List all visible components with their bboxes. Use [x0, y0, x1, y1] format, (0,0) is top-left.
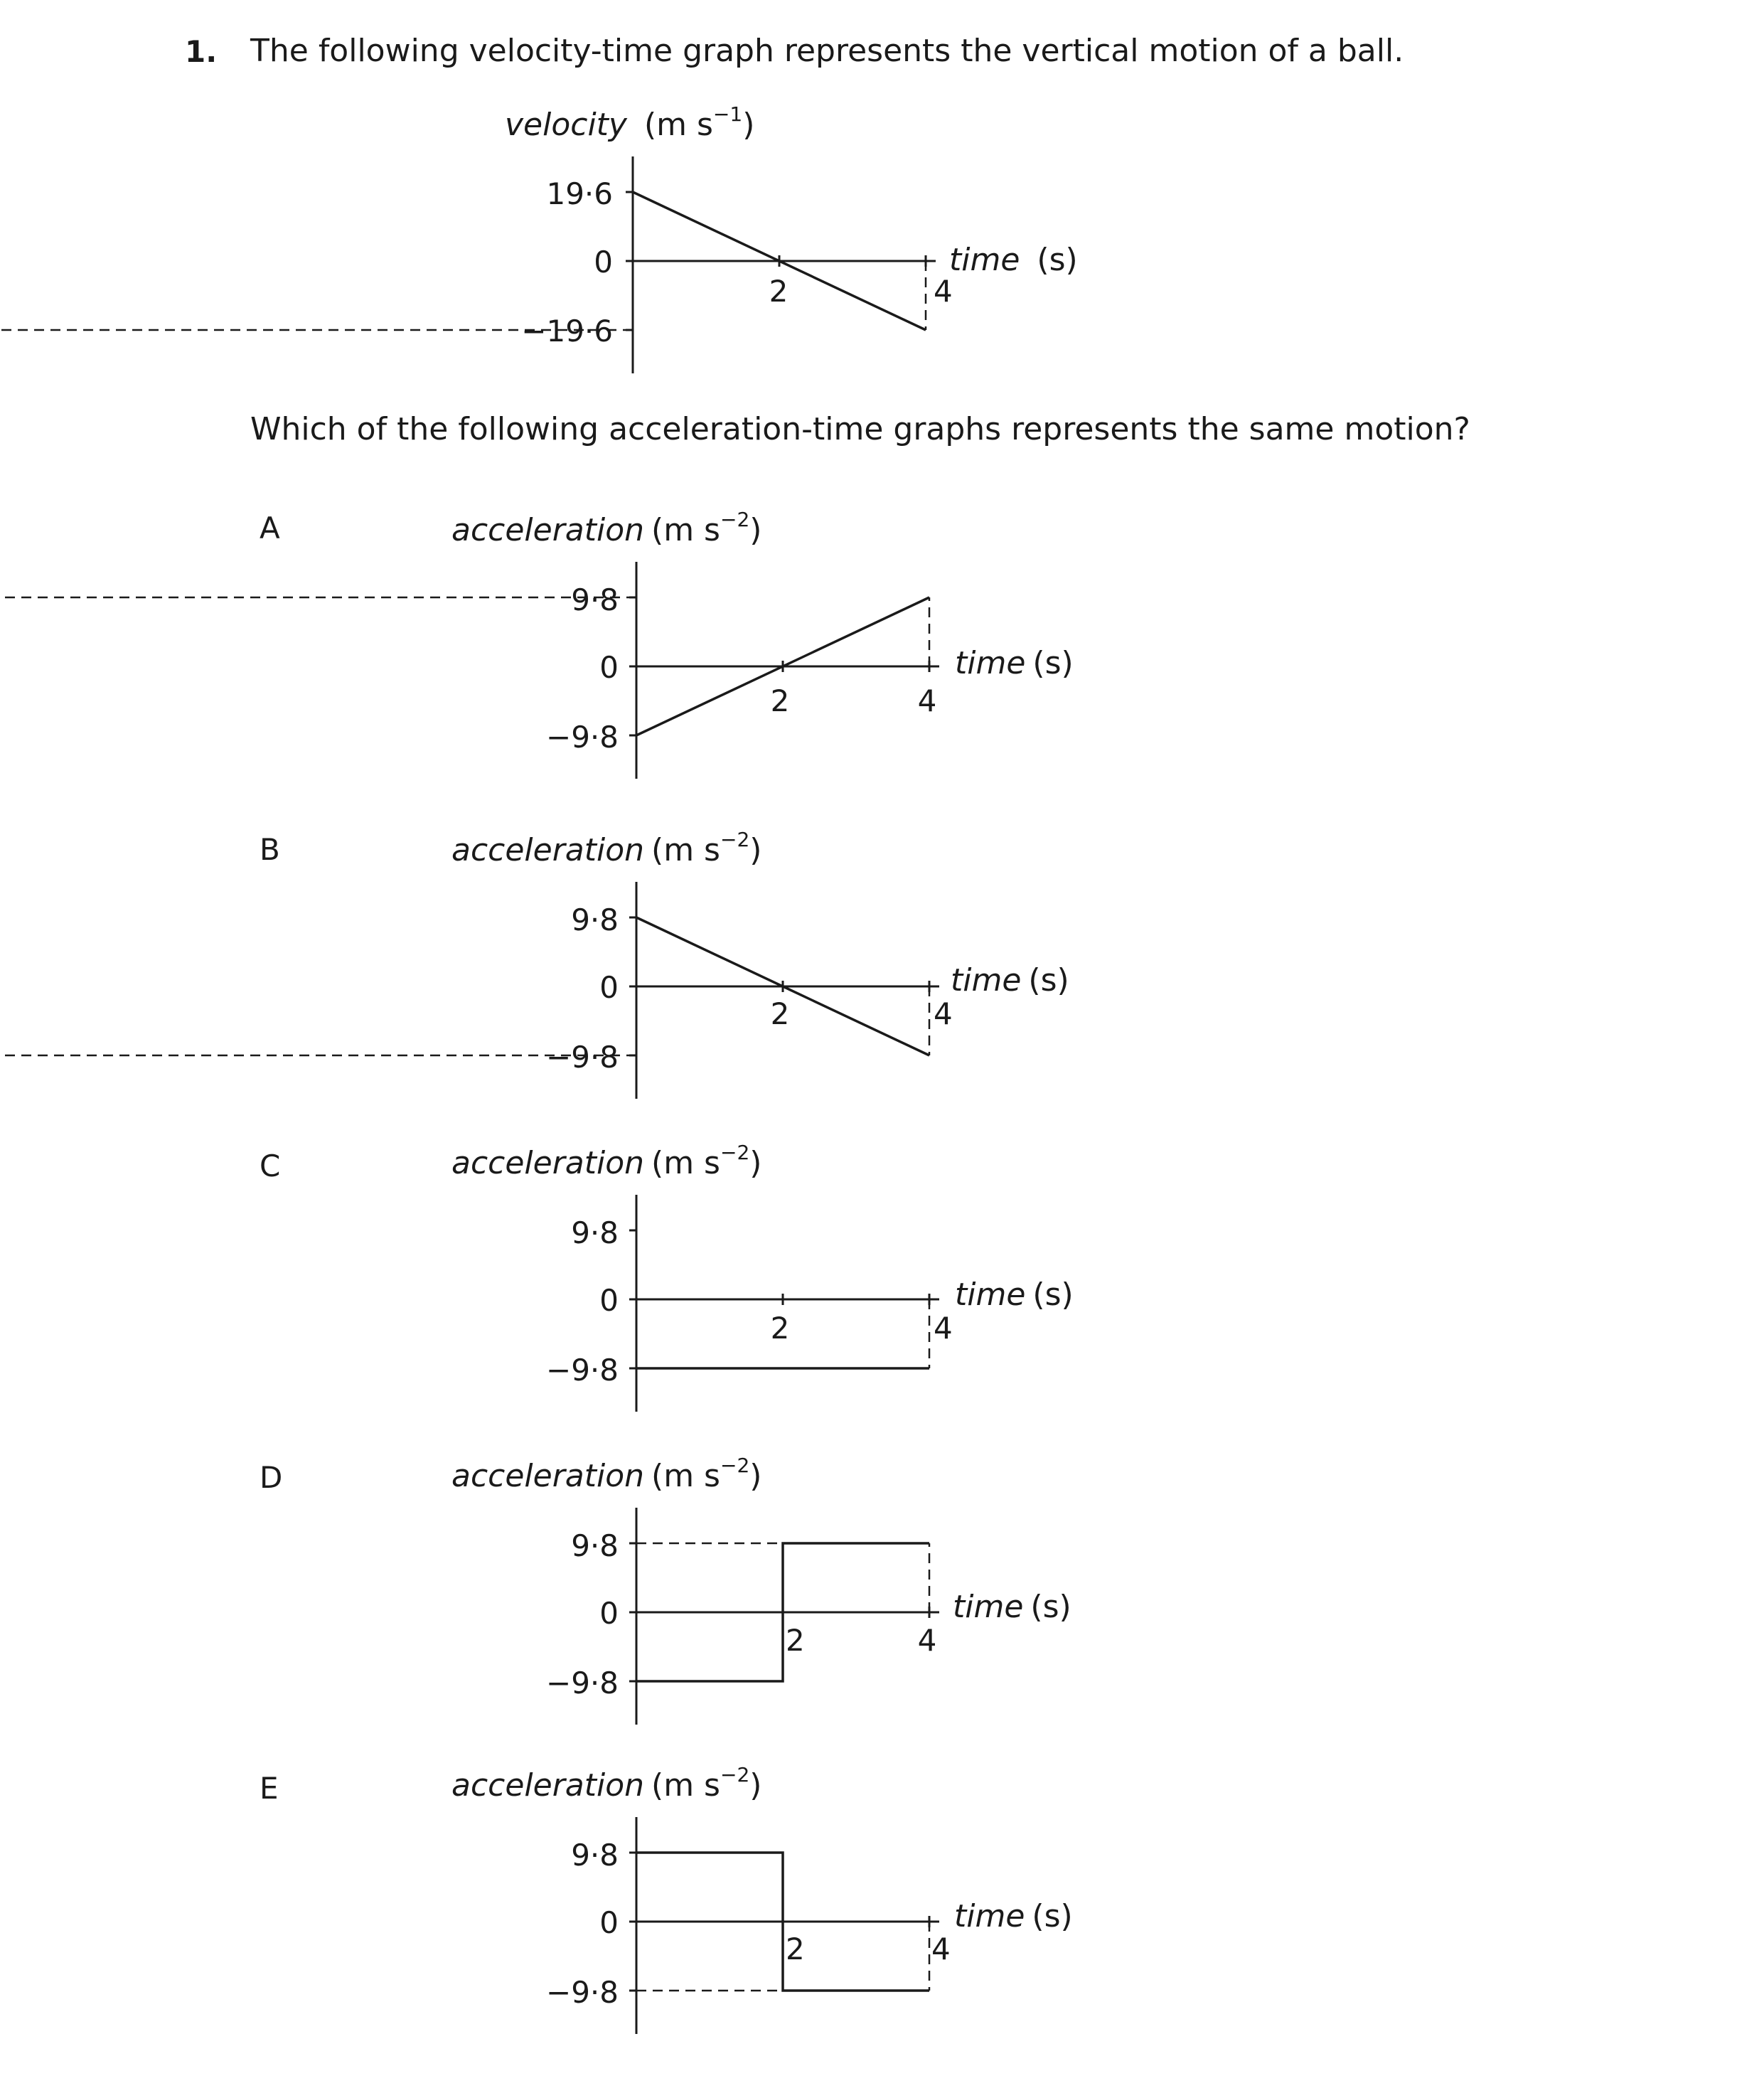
x-tick-label-2: 2: [786, 1623, 805, 1658]
y-axis-label: velocity (m $s^{-1}$): [505, 102, 755, 143]
y-tick-label-zero: 0: [599, 1283, 619, 1318]
x-tick-label-2: 2: [770, 996, 790, 1031]
y-tick-label-bottom: −9·8: [546, 1040, 619, 1075]
x-axis-label: time (s): [955, 1277, 1074, 1313]
x-tick-label-4: 4: [934, 274, 953, 309]
option-c-graph[interactable]: [0, 1131, 1209, 1429]
y-tick-label-zero: 0: [599, 650, 619, 685]
x-axis-label: time (s): [955, 645, 1074, 681]
x-axis-label: time (s): [953, 1589, 1071, 1625]
y-axis-label: acceleration (m $s^{-2}$): [451, 828, 762, 868]
option-label-d: D: [260, 1460, 283, 1495]
option-a-graph[interactable]: [0, 498, 1209, 782]
y-tick-label-zero: 0: [594, 245, 613, 279]
x-tick-label-4: 4: [917, 1623, 937, 1658]
option-d-graph[interactable]: [0, 1444, 1209, 1742]
option-label-b: B: [260, 832, 280, 867]
y-tick-label-zero: 0: [599, 970, 619, 1005]
x-axis-label: time (s): [951, 962, 1069, 998]
question-number: 1.: [185, 34, 218, 69]
y-tick-label-top: 9·8: [571, 902, 619, 937]
option-e-graph[interactable]: [0, 1753, 1209, 2052]
x-tick-label-4: 4: [931, 1932, 951, 1966]
y-tick-label-bottom: −9·8: [546, 1975, 619, 2010]
y-axis-label: acceleration (m $s^{-2}$): [451, 1141, 762, 1181]
sub-question: Which of the following acceleration-time graphs represents the same motion?: [250, 411, 1470, 447]
y-tick-label-top: 9·8: [571, 1528, 619, 1563]
y-tick-label-bottom: −19·6: [521, 314, 613, 348]
option-label-c: C: [260, 1149, 281, 1183]
y-tick-label-zero: 0: [599, 1596, 619, 1631]
x-tick-label-4: 4: [934, 996, 953, 1031]
y-axis-label: acceleration (m $s^{-2}$): [451, 508, 762, 548]
x-axis-label: time (s): [954, 1898, 1073, 1934]
y-tick-label-bottom: −9·8: [546, 1666, 619, 1700]
y-tick-label-bottom: −9·8: [546, 1353, 619, 1388]
option-label-e: E: [260, 1771, 279, 1806]
x-tick-label-2: 2: [770, 683, 790, 718]
x-axis-label: time (s): [949, 242, 1078, 278]
x-tick-label-2: 2: [786, 1932, 805, 1966]
y-tick-label-top: 19·6: [546, 176, 613, 211]
option-label-a: A: [260, 511, 280, 545]
x-tick-label-4: 4: [934, 1311, 953, 1346]
y-tick-label-zero: 0: [599, 1905, 619, 1940]
y-tick-label-top: 9·8: [571, 582, 619, 617]
question-stem: The following velocity-time graph represents the vertical motion of a ball.: [250, 33, 1404, 69]
y-tick-label-top: 9·8: [571, 1838, 619, 1873]
velocity-time-graph: [0, 100, 1209, 398]
y-axis-label: acceleration (m $s^{-2}$): [451, 1763, 762, 1804]
x-tick-label-2: 2: [770, 1311, 790, 1346]
y-axis-label: acceleration (m $s^{-2}$): [451, 1454, 762, 1494]
x-tick-label-2: 2: [769, 274, 789, 309]
y-tick-label-top: 9·8: [571, 1215, 619, 1250]
x-tick-label-4: 4: [917, 683, 937, 718]
y-tick-label-bottom: −9·8: [546, 720, 619, 755]
option-b-graph[interactable]: [0, 818, 1209, 1102]
